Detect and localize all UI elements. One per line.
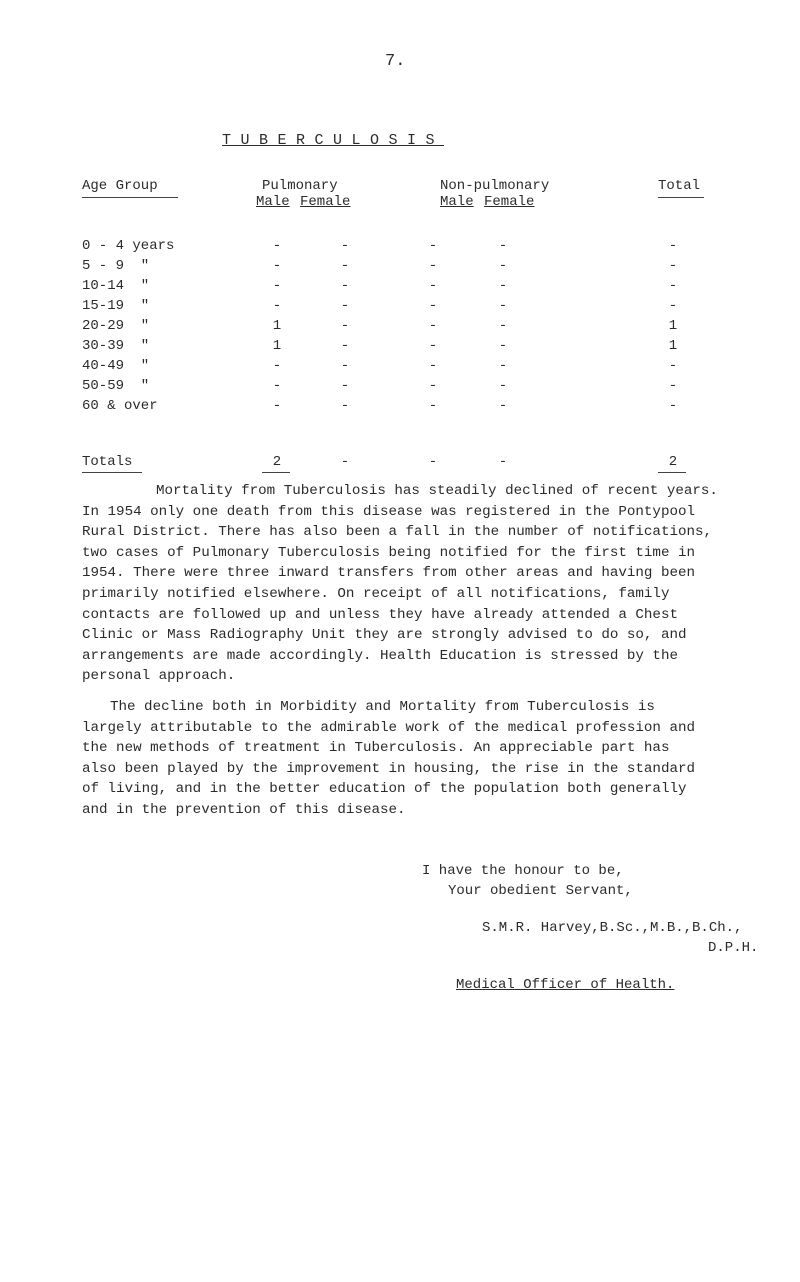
pulmonary-female-cell: - bbox=[340, 258, 350, 274]
paragraph-line: 1954. There were three inward transfers from other areas and having been bbox=[82, 565, 695, 582]
header-non-pulmonary-male: Male bbox=[440, 194, 474, 210]
header-pulmonary: Pulmonary bbox=[262, 178, 338, 194]
pulmonary-female-cell: - bbox=[340, 398, 350, 414]
header-total-underline bbox=[658, 197, 704, 198]
paragraph-line: Clinic or Mass Radiography Unit they are strongly advised to do so, and bbox=[82, 627, 687, 644]
pulmonary-male-cell: - bbox=[272, 358, 282, 374]
age-group-label: 50-59 " bbox=[82, 378, 150, 394]
paragraph-decline bbox=[82, 697, 772, 821]
non-pulmonary-male-cell: - bbox=[428, 338, 438, 354]
non-pulmonary-male-cell: - bbox=[428, 318, 438, 334]
age-group-label: 5 - 9 " bbox=[82, 258, 150, 274]
totals-pulmonary-male: 2 bbox=[272, 454, 282, 470]
paragraph-line: the new methods of treatment in Tuberculosis. An appreciable part has bbox=[82, 740, 670, 757]
paragraph-line: and in the prevention of this disease. bbox=[82, 801, 406, 818]
pulmonary-female-cell: - bbox=[340, 318, 350, 334]
signatory-title: Medical Officer of Health. bbox=[456, 977, 675, 993]
totals-pulmonary-male-underline bbox=[262, 472, 290, 473]
non-pulmonary-female-cell: - bbox=[498, 258, 508, 274]
totals-non-pulmonary-female: - bbox=[498, 454, 508, 470]
pulmonary-female-cell: - bbox=[340, 298, 350, 314]
pulmonary-male-cell: - bbox=[272, 238, 282, 254]
total-cell: 1 bbox=[668, 318, 678, 334]
total-cell: - bbox=[668, 278, 678, 294]
non-pulmonary-male-cell: - bbox=[428, 238, 438, 254]
pulmonary-female-cell: - bbox=[340, 278, 350, 294]
pulmonary-male-cell: 1 bbox=[272, 318, 282, 334]
paragraph-line: In 1954 only one death from this disease was registered in the Pontypool bbox=[82, 503, 695, 520]
pulmonary-male-cell: - bbox=[272, 258, 282, 274]
pulmonary-female-cell: - bbox=[340, 238, 350, 254]
paragraph-line: arrangements are made accordingly. Health Education is stressed by the bbox=[82, 647, 678, 664]
non-pulmonary-male-cell: - bbox=[428, 358, 438, 374]
non-pulmonary-female-cell: - bbox=[498, 278, 508, 294]
non-pulmonary-male-cell: - bbox=[428, 298, 438, 314]
pulmonary-male-cell: - bbox=[272, 278, 282, 294]
paragraph-line: Mortality from Tuberculosis has steadily declined of recent years. bbox=[156, 483, 718, 499]
non-pulmonary-male-cell: - bbox=[428, 278, 438, 294]
paragraph-line: of living, and in the better education of the population both generally bbox=[82, 781, 687, 798]
closing-line-2: Your obedient Servant, bbox=[448, 883, 633, 899]
pulmonary-male-cell: - bbox=[272, 378, 282, 394]
paragraph-line: The decline both in Morbidity and Mortality from Tuberculosis is bbox=[110, 699, 655, 715]
total-cell: - bbox=[668, 378, 678, 394]
pulmonary-male-cell: 1 bbox=[272, 338, 282, 354]
totals-total-underline bbox=[658, 472, 686, 473]
non-pulmonary-female-cell: - bbox=[498, 298, 508, 314]
total-cell: - bbox=[668, 358, 678, 374]
totals-label-underline bbox=[82, 472, 142, 473]
header-non-pulmonary: Non-pulmonary bbox=[440, 178, 550, 194]
non-pulmonary-male-cell: - bbox=[428, 378, 438, 394]
totals-pulmonary-female: - bbox=[340, 454, 350, 470]
paragraph-line: primarily notified elsewhere. On receipt of all notifications, family bbox=[82, 585, 670, 602]
non-pulmonary-male-cell: - bbox=[428, 258, 438, 274]
header-non-pulmonary-female: Female bbox=[484, 194, 535, 210]
non-pulmonary-female-cell: - bbox=[498, 358, 508, 374]
paragraph-line: two cases of Pulmonary Tuberculosis being notified for the first time in bbox=[82, 544, 695, 561]
header-pulmonary-male: Male bbox=[256, 194, 290, 210]
page-number: 7. bbox=[385, 52, 406, 71]
header-age-group: Age Group bbox=[82, 178, 158, 194]
total-cell: - bbox=[668, 398, 678, 414]
section-heading: TUBERCULOSIS bbox=[222, 132, 445, 149]
age-group-label: 15-19 " bbox=[82, 298, 150, 314]
age-group-label: 30-39 " bbox=[82, 338, 150, 354]
age-group-label: 0 - 4 years bbox=[82, 238, 175, 254]
age-group-label: 20-29 " bbox=[82, 318, 150, 334]
paragraph-line: Rural District. There has also been a fall in the number of notifications, bbox=[82, 524, 713, 541]
signatory-name: S.M.R. Harvey,B.Sc.,M.B.,B.Ch., bbox=[482, 920, 743, 936]
total-cell: 1 bbox=[668, 338, 678, 354]
non-pulmonary-male-cell: - bbox=[428, 398, 438, 414]
total-cell: - bbox=[668, 238, 678, 254]
non-pulmonary-female-cell: - bbox=[498, 318, 508, 334]
non-pulmonary-female-cell: - bbox=[498, 338, 508, 354]
paragraph-line: also been played by the improvement in housing, the rise in the standard bbox=[82, 760, 695, 777]
paragraph-mortality bbox=[82, 481, 772, 687]
pulmonary-female-cell: - bbox=[340, 358, 350, 374]
pulmonary-male-cell: - bbox=[272, 398, 282, 414]
age-group-label: 60 & over bbox=[82, 398, 158, 414]
pulmonary-male-cell: - bbox=[272, 298, 282, 314]
pulmonary-female-cell: - bbox=[340, 378, 350, 394]
paragraph-line: personal approach. bbox=[82, 668, 236, 685]
total-cell: - bbox=[668, 258, 678, 274]
non-pulmonary-female-cell: - bbox=[498, 238, 508, 254]
closing-line-1: I have the honour to be, bbox=[422, 863, 624, 879]
non-pulmonary-female-cell: - bbox=[498, 378, 508, 394]
signatory-degree: D.P.H. bbox=[708, 940, 759, 956]
header-pulmonary-female: Female bbox=[300, 194, 351, 210]
paragraph-line: contacts are followed up and unless they have already attended a Chest bbox=[82, 606, 678, 623]
pulmonary-female-cell: - bbox=[340, 338, 350, 354]
total-cell: - bbox=[668, 298, 678, 314]
totals-non-pulmonary-male: - bbox=[428, 454, 438, 470]
non-pulmonary-female-cell: - bbox=[498, 398, 508, 414]
paragraph-line: largely attributable to the admirable work of the medical profession and bbox=[82, 719, 695, 736]
header-total: Total bbox=[658, 178, 701, 194]
totals-total: 2 bbox=[668, 454, 678, 470]
header-age-group-underline bbox=[82, 197, 178, 198]
totals-label: Totals bbox=[82, 454, 133, 470]
age-group-label: 10-14 " bbox=[82, 278, 150, 294]
age-group-label: 40-49 " bbox=[82, 358, 150, 374]
